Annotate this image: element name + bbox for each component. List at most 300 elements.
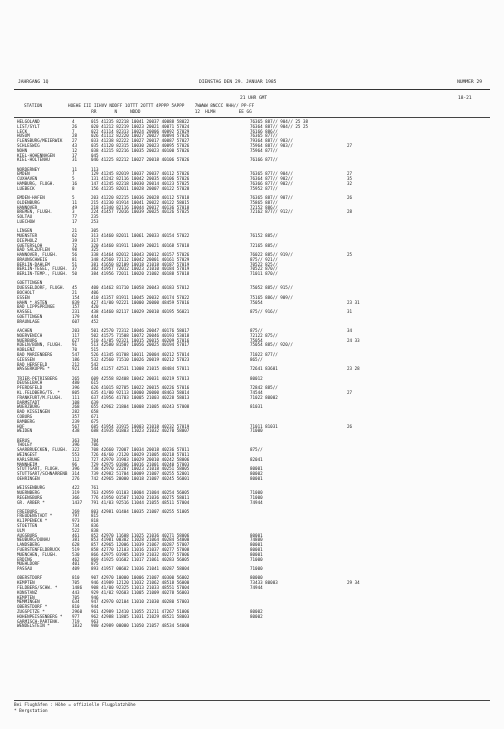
station-name: LUEBECK [17,185,35,191]
station-height: 268 [72,404,80,410]
observation-code: 929 41/02 92603 11005 21009 40278 56003 [91,589,190,595]
remarks-code: 80002 [250,471,263,477]
station-height: 462 [72,556,80,562]
station-name: MEMMINGEN [17,599,40,605]
observation-code: 338 41464 82012 10043 20012 40157 57026 [91,252,190,258]
observation-code: 444 [91,314,99,320]
station-name: TRIER-PETRISBERG [17,375,58,381]
remarks-code: 75865 887// [250,199,278,205]
remarks-code: 82041 [250,456,263,462]
observation-code: 853 41901 00302 11028 21064 40284 54000 [91,537,190,543]
extra-value: 29 34 [347,580,360,586]
remarks-code: 76364 887// 904// 25 25 [250,123,308,129]
remarks-code: 71000 [250,428,263,434]
station-height: 49 [72,204,78,210]
station-height: 81 [72,256,78,262]
observation-code: 203 41220 82215 10036 20028 40112 57018 [91,194,190,200]
station-name: BERUS [17,437,30,443]
observation-code: 420 [91,304,99,310]
station-height: 51 [72,261,78,267]
station-height: 810 [72,604,80,610]
station-height: 810 [72,575,80,581]
station-name: SCHLESWIG [17,142,40,148]
station-height: 553 [72,451,80,457]
observation-code: 218 41340 82116 10044 20017 40136 57018 [91,204,190,210]
station-height: 265 [72,375,80,381]
station-height: 628 [72,542,80,548]
station-name: LANDSBERG [17,542,40,548]
extra-value: 28 [347,209,353,215]
remarks-code: 71000 [250,566,263,572]
observation-code: 317 [91,237,99,243]
observation-code: 515 [91,347,99,353]
station-height: 70 [72,347,78,353]
remarks-code: 875// [250,447,263,453]
header-rule [14,89,490,90]
station-name: HOF [17,423,25,429]
station-name: DEUSELBACH [17,380,43,386]
observation-code: 944 [91,604,99,610]
station-row [14,429,490,434]
remarks-code: 72122 875// [250,332,278,338]
station-name: NUERNBERG [17,489,40,495]
station-name: MUENSTER [17,232,38,238]
station-height: 72 [72,242,78,248]
station-height: 98 [72,247,78,253]
station-height: 7 [72,128,75,134]
footnote-mountain: * Bergstation [14,709,48,714]
station-height: 179 [72,314,80,320]
remarks-code: 76365 877// [250,133,278,139]
station-name: FREUDENSTADT * [17,513,53,519]
remarks-code: 80002 [250,613,263,619]
station-height: 186 [72,356,80,362]
extra-value: 27 [347,142,353,148]
station-name: FELDBERG/SCHW. * [17,585,58,591]
station-height: 607 [72,318,80,324]
station-height: 11 [72,199,78,205]
observation-code: 305 [91,228,99,234]
remarks-code: 74800 [250,537,263,543]
remarks-code: 70522 870// [250,266,278,272]
remarks-code: 74944 [250,499,263,505]
station-height: 7 [72,171,75,177]
station-height: 26 [72,123,78,129]
station-name: OBERSTDORF * [17,604,48,610]
period-range: 18-21 [458,96,472,101]
station-row [14,272,490,277]
station-height: 973 [72,518,80,524]
station-row [14,501,490,506]
station-name: MUENCHEN, FLUGH. [17,551,58,557]
station-name: LUECHOW [17,218,35,224]
station-height: 45 [72,285,78,291]
station-name: KIEL-HOHENNAGEN [17,152,55,158]
station-name: KASSEL [17,309,33,315]
observation-code: 609 42558 82408 10042 20031 40219 57013 [91,375,190,381]
station-height: 705 [72,580,80,586]
remarks-code: 75952 877// [250,185,278,191]
station-height: 117 [72,332,80,338]
station-name: HELGOLAND [17,119,40,124]
observation-code: 761 [91,485,99,491]
station-name: CUXHAVEN [17,176,38,182]
station-name: GOETTINGEN [17,280,43,286]
remarks-code: 76152 885// [250,232,278,238]
issue-number: NUMMER 29 [457,80,482,85]
station-name: FUERSTENFELDBRUCK [17,547,60,553]
station-name: KOBLENZ [17,347,35,353]
remarks-code: 75054 [250,337,263,343]
station-name: STUTTGART/SCHNARRENB [17,471,68,477]
station-name: BRAUNSCHWEIG [17,256,48,262]
remarks-code: 76364 877// 902// [250,176,293,182]
observation-code: 020 41212 82219 10023 20021 40071 57024 [91,123,190,129]
observation-code: 410 41357 81911 10045 20032 40174 57022 [91,294,190,300]
remarks-code: 71022 80002 [250,394,278,400]
observation-code: 113 [91,166,99,172]
remarks-code: 75165 886// 909// [250,294,293,300]
station-height: 438 [72,428,80,434]
station-name: BERLIN-TEMP., FLUGH. [17,271,68,277]
station-name: GIESSEN [17,356,35,362]
remarks-code: 80002 [250,609,263,615]
station-name: AACHEN [17,328,33,334]
observation-code: 147 41245 82218 10030 20014 40123 57025 [91,180,190,186]
station-height: 363 [72,437,80,443]
observation-code: 866 42975 01905 11019 21032 40277 57006 [91,551,190,557]
station-height: 634 [72,599,80,605]
column-header-rule [14,117,490,118]
station-name: BAD LIPPSPRINGE [17,304,55,310]
remarks-code: 72162 877// 912// [250,209,293,215]
station-name: OBERSTDORF [17,575,43,581]
observation-code: 727 42970 31903 10029 20010 40242 58006 [91,456,190,462]
remarks-code: 72152 886// [250,204,278,210]
observation-code: 406 [91,290,99,296]
observation-code: 438 41460 82117 10029 20010 40195 56021 [91,309,190,315]
station-name: MUEHLDORF [17,561,40,567]
observation-code: 637 41956 41703 10005 21003 40228 58013 [91,394,190,400]
station-height: 705 [72,594,80,600]
remarks-code: 80001 [250,551,263,557]
station-name: EMDEN [17,171,30,177]
station-name: WENDELSTEIN * [17,623,50,629]
station-row [14,187,490,192]
station-height: 422 [72,485,80,491]
station-name: OEHRINGEN [17,475,40,481]
station-height: 37 [72,266,78,272]
station-row [14,158,490,163]
observation-code: 962 42988 11805 11031 21029 48521 58003 [91,613,190,619]
observation-code: 791 41/03 92516 11044 21055 48511 57004 [91,499,190,505]
station-row [14,367,490,372]
station-name: FRANKFURT/M.FLUGH. [17,394,63,400]
station-height: 39 [72,237,78,243]
remarks-code: 81031 [250,404,263,410]
station-row [14,477,490,482]
station-name: NOHN [17,147,28,153]
remarks-code: 73433 80003 [250,580,278,586]
observation-time: 21 UHR GMT [240,96,268,101]
station-height: 322 [72,447,80,453]
station-name: WEIDEN [17,428,33,434]
observation-code: 325 [91,247,99,253]
extra-value: 23 31 [347,299,360,305]
station-height: 381 [72,537,80,543]
observation-code: 046 41225 82212 10027 20018 40106 57026 [91,157,190,163]
station-height: 239 [72,418,80,424]
column-header-line-2: RR N NDDD 12 HLMH EE GG [24,110,252,115]
station-height: 409 [72,566,80,572]
station-name: GARMISCH-PARTENK. [17,618,60,624]
station-row [14,220,490,225]
station-name: DUESSELDORF, FLUGH. [17,285,65,291]
station-height: 1486 [72,585,83,591]
station-height: 319 [72,489,80,495]
station-name: AUGSBURG [17,532,38,538]
station-height: 567 [72,423,80,429]
extra-value: 35 [347,176,353,182]
station-height: 314 [72,471,80,477]
remarks-code: 80001 [250,475,263,481]
station-name: WUERZBURG [17,404,40,410]
observation-code: 131 41242 82116 10042 20035 40106 57026 [91,176,190,182]
station-name: OLDENBURG [17,199,40,205]
observation-code: 947 42970 02104 11010 21030 40280 57003 [91,599,190,605]
station-height: 547 [72,352,80,358]
station-name: KIEL-HOLTENAU [17,157,50,163]
remarks-code: 71022 877// [250,352,278,358]
station-name: WASSERKUPPE * [17,366,50,372]
observation-code: 869 41925 01602 11017 21061 40283 56005 [91,556,190,562]
station-height: 31 [72,157,78,163]
observation-code: 739 42982 51704 10009 21007 40255 52001 [91,471,190,477]
station-height: 8 [72,185,75,191]
station-name: SAARBRUECKEN, FLUGH. [17,447,68,453]
remarks-code: 71000 [250,556,263,562]
station-name: HOHENPEISSENBERG * [17,613,63,619]
remarks-code: 875// 916// [250,309,278,315]
remarks-code: 72165 885// [250,242,278,248]
extra-value: 23 28 [347,366,360,372]
extra-value: 26 [347,423,353,429]
station-height: 111 [72,394,80,400]
station-height: 627 [72,337,80,343]
observation-code: 400 41462 81710 10058 20043 40183 57012 [91,285,190,291]
station-height: 269 [72,508,80,514]
observation-code: 708 42660 72007 10034 20018 40236 57011 [91,447,190,453]
column-header-line-1: STATION HOEHE III IIHVV NDDFF 1OTTT 2OTTT 4PPPP 5APPP 7WWWW 8NCCC 9HH// PP-FF [24,104,255,109]
remarks-code: 76166 886// [250,128,278,134]
remarks-code: 76365 887// 907// [250,194,293,200]
observation-code: 639 [91,399,99,405]
observation-code: 729 42975 01806 10016 21001 40240 57003 [91,461,190,467]
station-name: BAD HERSFELD [17,361,48,367]
observation-code: 838 [91,527,99,533]
station-height: 212 [72,361,80,367]
footer-rule [14,700,490,701]
remarks-code: 875// [250,328,263,334]
observation-code: 253 [91,218,99,224]
extra-value: 32 [347,180,353,186]
station-name: BREMEN, FLUGH. [17,209,53,215]
station-height: 43 [72,142,78,148]
observation-code: 961 42989 12410 11055 21211 47267 51006 [91,609,190,615]
observation-code: 875 [91,561,99,567]
station-height: 921 [72,366,80,372]
station-name: ERDING [17,556,33,562]
station-height: 12 [72,147,78,153]
remarks-code: 72641 83601 [250,366,278,372]
observation-code: 542 [91,361,99,367]
station-height: 5 [72,176,75,182]
observation-code: 704 [91,437,99,443]
station-height: 797 [72,513,80,519]
station-name: REGENSBURG [17,494,43,500]
observation-code: 382 41957 72012 10023 21010 40184 57019 [91,266,190,272]
station-height: 231 [72,309,80,315]
station-height: 203 [72,328,80,334]
observation-code: 907 42970 10000 10006 21007 40300 56002 [91,575,190,581]
station-name: LECK [17,128,28,134]
extra-value: 25 [347,252,353,258]
station-name: BAMBERG [17,418,35,424]
observation-code: 129 41245 82019 10037 20037 40112 57026 [91,171,190,177]
observation-code: 320 41460 81911 10049 20021 40168 57018 [91,242,190,248]
extra-value: 31 [347,309,353,315]
station-name: BAD SALZUFLEN [17,247,50,253]
observation-code: 685 41954 31915 10003 21018 40232 57019 [91,423,190,429]
station-height: 91 [72,342,78,348]
station-name: BERLIN-DAHLEM [17,261,50,267]
station-name: PFERDSFELD [17,385,43,391]
station-height: 396 [72,442,80,448]
station-name: KLIPPENECK * [17,518,48,524]
station-name: HUSUM [17,133,30,139]
station-height: 77 [72,214,78,220]
extra-value: 26 [347,194,353,200]
extra-value: 24 33 [347,337,360,343]
observation-code: 452 [91,318,99,324]
observation-code: 626 41015 82705 10022 20015 40226 57016 [91,385,190,391]
observation-code: 235 [91,214,99,220]
station-height: 56 [72,252,78,258]
station-name: NUERBURG [17,337,38,343]
observation-code: 015 41235 82218 10041 20037 40088 58022 [91,119,190,124]
station-name: GR. ARBER * [17,499,45,505]
observation-code: 526 41345 81708 10011 20004 40212 57014 [91,352,190,358]
station-name: LIST/SYLT [17,123,40,129]
observation-code: 908 41/00 92325 11013 21033 48551 57004 [91,585,190,591]
remarks-code: 71000 [250,489,263,495]
remarks-code: 80001 [250,547,263,553]
station-name: GUETERSLOH [17,242,43,248]
observation-code: 038 41215 82216 10035 20023 40100 57026 [91,147,190,153]
station-height: 719 [72,618,80,624]
observation-code: 893 41957 00602 11036 21041 40287 58004 [91,566,190,572]
footnote-airports: Bei Flughäfen : Höhe = offizielle Flugplatzhöhe [14,703,136,708]
station-name: WEISSENBURG [17,485,45,491]
remarks-code: 74544 [250,389,263,395]
remarks-code: 80012 [250,375,263,381]
observation-code: 501 42570 72312 10046 20047 40176 58017 [91,328,190,334]
observation-code: 763 42959 01103 10004 21004 40254 56005 [91,489,190,495]
remarks-code: 72842 885// [250,385,278,391]
station-height: 519 [72,547,80,553]
station-height: 839 [72,299,80,305]
station-height: 357 [72,413,80,419]
station-height: 50 [72,271,78,277]
station-height: 96 [72,461,78,467]
station-height: 17 [72,218,78,224]
observation-code: 980 42989 00000 11050 21057 48534 54000 [91,623,190,629]
station-height: 480 [72,380,80,386]
station-name: DARMSTADT [17,399,40,405]
station-row [14,567,490,572]
observation-code: 671 [91,413,99,419]
observation-code: 655 42962 21804 10008 21005 40243 57008 [91,404,190,410]
extra-value: 27 [347,171,353,177]
station-name: HAHN * ASTEN [17,299,48,305]
station-name: ESSEN [17,294,30,300]
observation-code: 381 41650 82109 10018 21018 40187 57019 [91,261,190,267]
station-height: 108 [72,399,80,405]
observation-code: 544 41257 42531 11008 21015 48484 57011 [91,366,190,372]
station-name: FREIBURG [17,508,38,514]
observation-code: 045 [91,152,99,158]
station-name: STUTTGART, FLUGH. [17,466,60,472]
observation-code: 156 41235 82011 10028 20007 40122 57028 [91,185,190,191]
station-name: BRAUNLAGE [17,318,40,324]
remarks-code: 80000 [250,575,263,581]
station-name: ULM [17,527,25,533]
observation-code: 427 41/00 92221 10000 20000 48459 57016 [91,299,190,305]
station-name: HANNOVER, FLUGH. [17,252,58,258]
remarks-code: 76365 877// 904// [250,171,293,177]
observation-code: 384 41956 72011 10020 21002 40188 57018 [91,271,190,277]
observation-code: 818 [91,518,99,524]
station-name: NORDERNEY [17,166,40,172]
observation-code: 815 [91,513,99,519]
remarks-code: 71000 [250,494,263,500]
station-height: 11 [72,166,78,172]
station-name: BAD KISSINGEN [17,409,50,415]
station-height: 805 [72,389,80,395]
volume-label: JAHRGANG 1Q [18,80,49,85]
observation-code: 776 41950 01507 11020 21036 40275 58011 [91,494,190,500]
observation-code: 726 46/60 /2120 10029 21005 40218 57011 [91,451,190,457]
remarks-code: 875// 921// [250,256,278,262]
station-name: NOERVENICH [17,332,43,338]
station-height: 5 [72,194,75,200]
remarks-code: 865// [250,356,263,362]
observation-code: 215 41230 81914 10041 20022 40122 58015 [91,199,190,205]
station-name: PASSAU [17,566,33,572]
remarks-code: 70522 825// [250,261,278,267]
observation-code: 513 42580 81507 10056 20025 40194 57017 [91,342,190,348]
remarks-code: 80001 [250,542,263,548]
station-height: 154 [72,294,80,300]
observation-code: 224 41457 72016 10039 20025 40126 57025 [91,209,190,215]
station-name: EMDEN-HAFEN [17,194,45,200]
station-name: FLENSBURG/MEIERWIK [17,138,63,144]
remarks-code: 76166 877// [250,157,278,163]
station-row [14,624,490,629]
station-name: GOETTINGEN [17,314,43,320]
station-height: 17 [72,152,78,158]
station-height: 282 [72,409,80,415]
